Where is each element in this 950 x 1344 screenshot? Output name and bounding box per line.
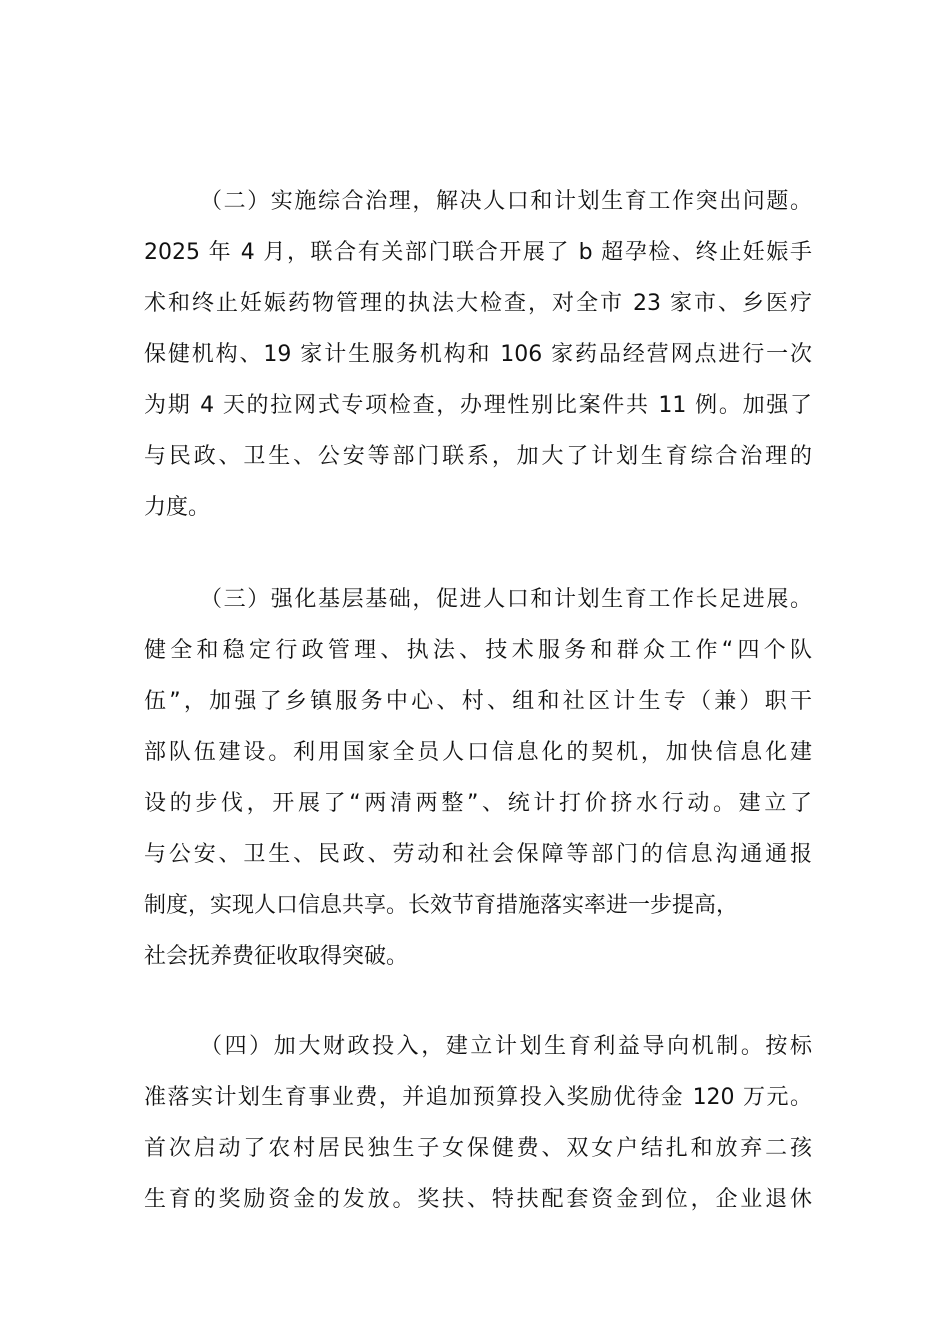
paragraph-line: 生育的奖励资金的发放。奖扶、特扶配套资金到位，企业退休 (144, 1187, 812, 1212)
paragraph-line: 社会抚养费征收取得突破。 (144, 944, 409, 969)
paragraph-line: 首次启动了农村居民独生子女保健费、双女户结扎和放弃二孩 (144, 1136, 812, 1161)
paragraph-line: （二）实施综合治理，解决人口和计划生育工作突出问题。 (200, 189, 812, 214)
paragraph-line: 制度，实现人口信息共享。长效节育措施落实率进一步提高， (144, 893, 739, 918)
paragraph-grassroots-foundation (144, 574, 812, 982)
paragraph-line: 2025 年 4 月，联合有关部门联合开展了 b 超孕检、终止妊娠手 (144, 240, 812, 265)
paragraph-financial-investment (144, 1021, 812, 1225)
paragraph-line: 术和终止妊娠药物管理的执法大检查，对全市 23 家市、乡医疗 (144, 291, 812, 316)
paragraph-line: 力度。 (144, 495, 211, 520)
paragraph-line: 为期 4 天的拉网式专项检查，办理性别比案件共 11 例。加强了 (144, 393, 812, 418)
paragraph-line: 保健机构、19 家计生服务机构和 106 家药品经营网点进行一次 (144, 342, 812, 367)
paragraph-line: 伍”，加强了乡镇服务中心、村、组和社区计生专（兼）职干 (144, 689, 812, 714)
paragraph-line: 与公安、卫生、民政、劳动和社会保障等部门的信息沟通通报 (144, 842, 812, 867)
paragraph-line: 设的步伐，开展了“两清两整”、统计打价挤水行动。建立了 (144, 791, 812, 816)
paragraph-line: （三）强化基层基础，促进人口和计划生育工作长足进展。 (200, 587, 812, 612)
paragraph-line: 健全和稳定行政管理、执法、技术服务和群众工作“四个队 (144, 638, 812, 663)
paragraph-line: 部队伍建设。利用国家全员人口信息化的契机，加快信息化建 (144, 740, 812, 765)
paragraph-line: 准落实计划生育事业费，并追加预算投入奖励优待金 120 万元。 (144, 1085, 812, 1110)
paragraph-line: 与民政、卫生、公安等部门联系，加大了计划生育综合治理的 (144, 444, 812, 469)
paragraph-comprehensive-governance (144, 176, 812, 533)
paragraph-line: （四）加大财政投入，建立计划生育利益导向机制。按标 (200, 1034, 812, 1059)
